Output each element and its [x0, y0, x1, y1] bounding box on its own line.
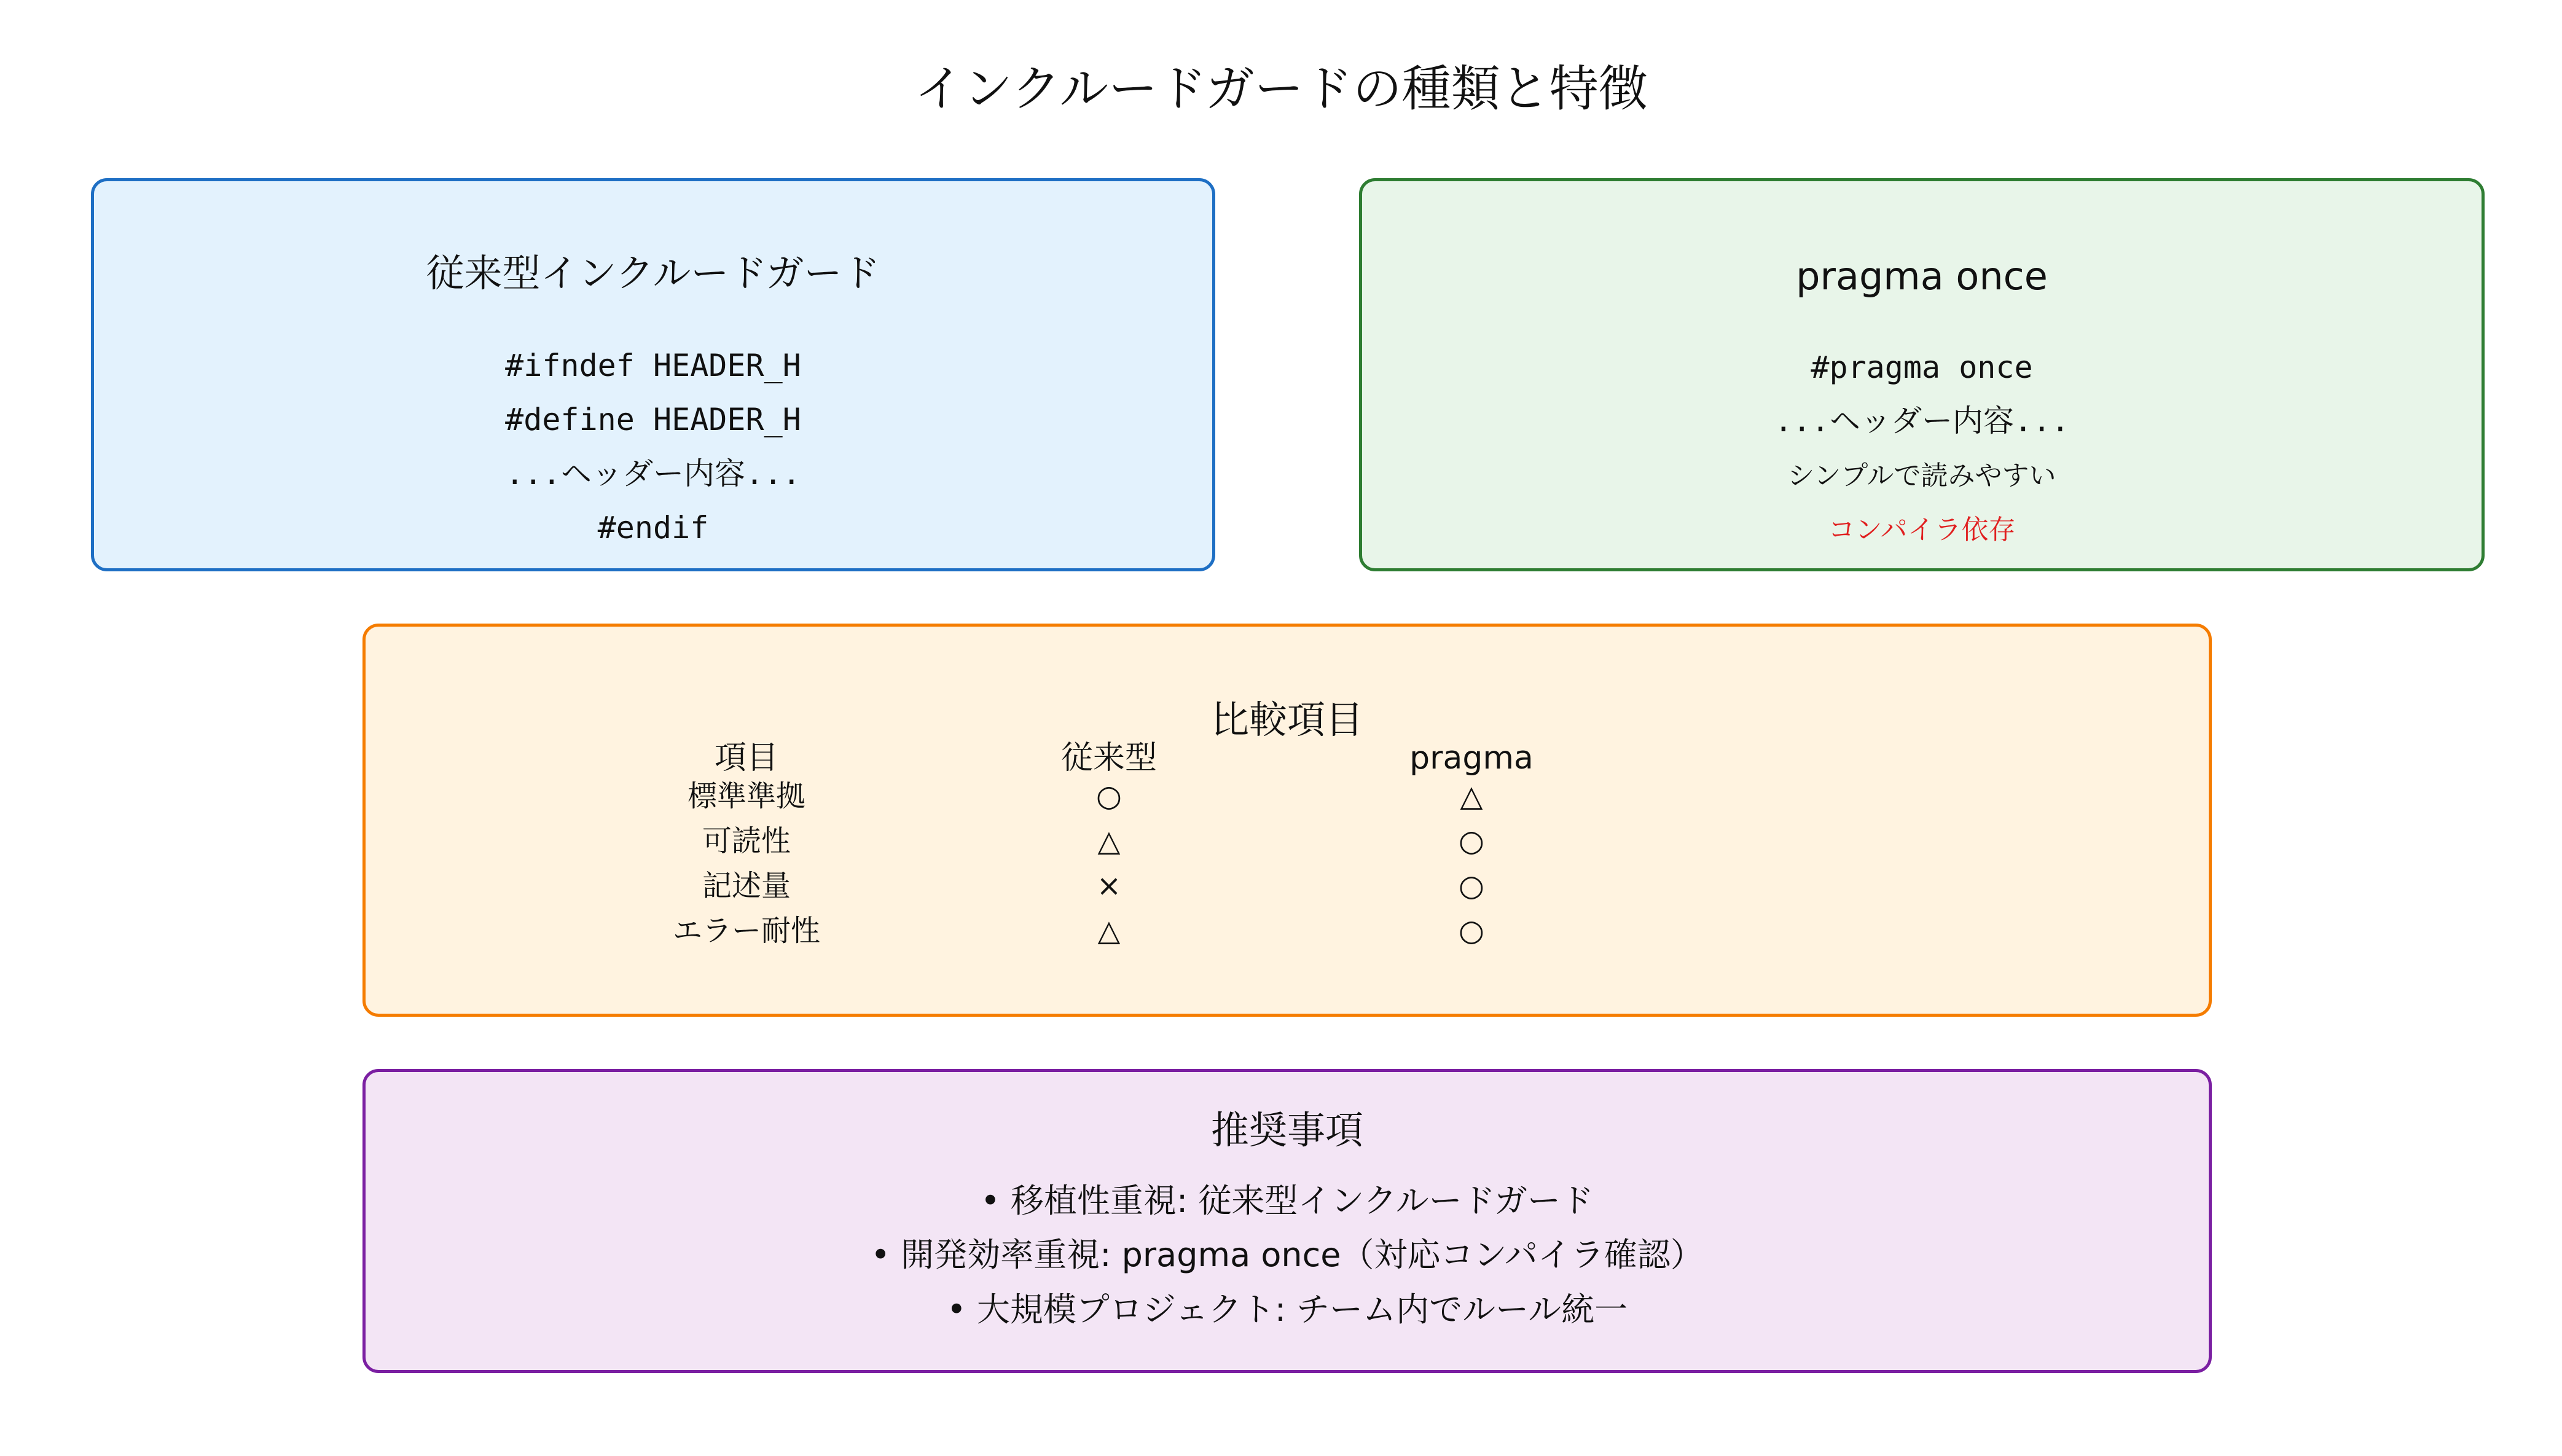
- diagram-title: インクルードガードの種類と特徴: [914, 60, 1648, 117]
- traditional-guard-title: 従来型インクルードガード: [426, 251, 880, 296]
- recommendation-box: [362, 1069, 2212, 1373]
- pragma-rating: △: [1460, 779, 1483, 813]
- header-traditional: 従来型: [1060, 740, 1157, 777]
- code-line: ...ヘッダー内容...: [1774, 403, 2070, 439]
- recommendation-title: 推奨事項: [1210, 1108, 1363, 1153]
- header-item: 項目: [714, 740, 778, 777]
- code-line: #ifndef HEADER_H: [505, 348, 801, 383]
- pragma-once-title: pragma once: [1796, 254, 2048, 299]
- pragma-rating: ○: [1459, 914, 1484, 948]
- traditional-rating: △: [1097, 914, 1121, 948]
- pragma-pro-note: シンプルで読みやすい: [1787, 460, 2056, 491]
- row-label: 記述量: [702, 869, 791, 903]
- row-label: エラー耐性: [672, 914, 820, 948]
- comparison-box: [362, 624, 2212, 1017]
- recommendation-item: • 開発効率重視: pragma once（対応コンパイラ確認）: [871, 1235, 1704, 1274]
- traditional-rating: ○: [1096, 779, 1122, 813]
- code-line: #define HEADER_H: [505, 402, 801, 437]
- code-line: #endif: [597, 510, 709, 546]
- pragma-once-box: [1359, 178, 2485, 571]
- row-label: 可読性: [702, 824, 791, 858]
- header-pragma: pragma: [1409, 740, 1534, 777]
- recommendation-item: • 大規模プロジェクト: チーム内でルール統一: [946, 1290, 1628, 1329]
- row-label: 標準準拠: [687, 779, 805, 813]
- table-row: [366, 819, 2209, 863]
- pragma-rating: ○: [1459, 824, 1484, 858]
- table-row: [366, 864, 2209, 908]
- table-row: [366, 909, 2209, 953]
- traditional-guard-box: [91, 178, 1215, 571]
- table-row: [366, 774, 2209, 818]
- recommendation-item: • 移植性重視: 従来型インクルードガード: [980, 1181, 1594, 1220]
- pragma-rating: ○: [1459, 869, 1484, 903]
- traditional-rating: ×: [1096, 869, 1122, 903]
- code-line: #pragma once: [1811, 350, 2033, 385]
- code-line: ...ヘッダー内容...: [505, 456, 801, 491]
- comparison-title: 比較項目: [1210, 697, 1363, 742]
- traditional-rating: △: [1097, 824, 1121, 858]
- pragma-con-note: コンパイラ依存: [1828, 514, 2016, 546]
